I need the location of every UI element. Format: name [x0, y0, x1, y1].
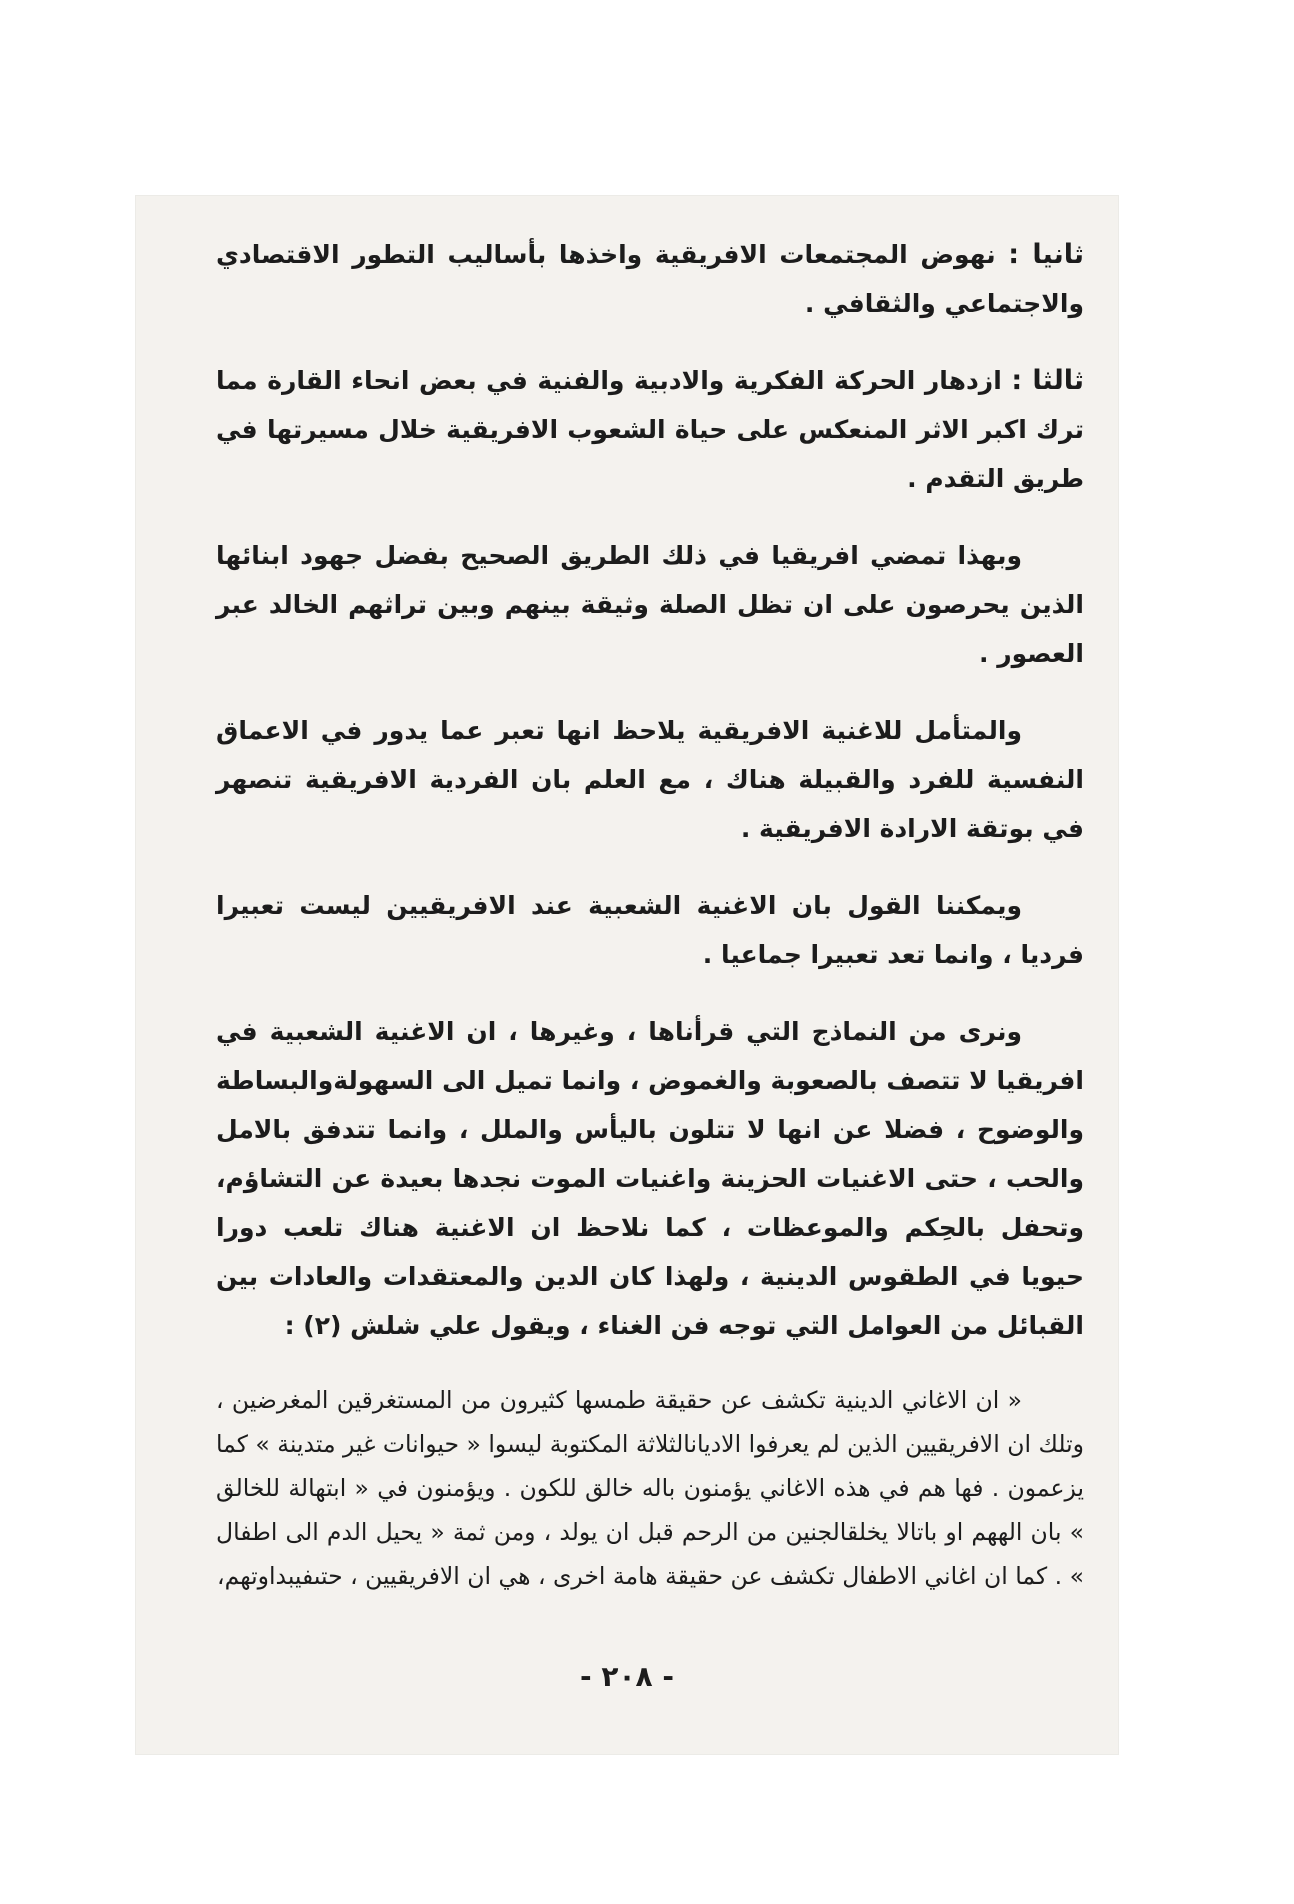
page-body: [216, 230, 1084, 1626]
paragraph-lead: ثالثا :: [1011, 365, 1084, 396]
block-quote: « ان الاغاني الدينية تكشف عن حقيقة طمسها كثيرون من المستغرقين المغرضين ، وتلك ان الافريقيين الذين لم يعرفوا الاديانالثلاثة المكتوبة ليسوا « حيوانات غير متدينة » كما يزعمون . فها هم في هذه الاغاني يؤمنون باله خالق للكون . ويؤمنون في « ابتهالة للخالق » بان الههم او باتالا يخلقالجنين من الرحم قبل ان يولد ، ومن ثمة « يحيل الدم الى اطفال » . كما ان اغاني الاطفال تكشف عن حقيقة هامة اخرى ، هي ان الافريقيين ، حتىفيبداوتهم،: [216, 1386, 1084, 1590]
paragraph-second-point: [216, 230, 1084, 328]
paragraph-text: ازدهار الحركة الفكرية والادبية والفنية في بعض انحاء القارة مما ترك اكبر الاثر المنعكس على حياة الشعوب الافريقية خلال مسيرتها في طريق التقدم .: [216, 366, 1084, 493]
paragraph-text: نهوض المجتمعات الافريقية واخذها بأساليب التطور الاقتصادي والاجتماعي والثقافي .: [216, 240, 1084, 318]
paragraph: ونرى من النماذج التي قرأناها ، وغيرها ، ان الاغنية الشعبية في افريقيا لا تتصف بالصعوبة والغموض ، وانما تميل الى السهولةوالبساطة والوضوح ، فضلا عن انها لا تتلون باليأس والملل ، وانما تتدفق بالامل والحب ، حتى الاغنيات الحزينة واغنيات الموت نجدها بعيدة عن التشاؤم، وتحفل بالحِكم والموعظات ، كما نلاحظ ان الاغنية هناك تلعب دورا حيويا في الطقوس الدينية ، ولهذا كان الدين والمعتقدات والعادات بين القبائل من العوامل التي توجه فن الغناء ، ويقول علي شلش (٢) :: [216, 1017, 1084, 1340]
paragraph: ويمكننا القول بان الاغنية الشعبية عند الافريقيين ليست تعبيرا فرديا ، وانما تعد تعبيرا جماعيا .: [216, 891, 1084, 969]
paragraph: والمتأمل للاغنية الافريقية يلاحظ انها تعبر عما يدور في الاعماق النفسية للفرد والقبيلة هناك ، مع العلم بان الفردية الافريقية تنصهر في بوتقة الارادة الافريقية .: [216, 716, 1084, 843]
paragraph: وبهذا تمضي افريقيا في ذلك الطريق الصحيح بفضل جهود ابنائها الذين يحرصون على ان تظل الصلة وثيقة بينهم وبين تراثهم الخالد عبر العصور .: [216, 541, 1084, 668]
paragraph-lead: ثانيا :: [1008, 239, 1084, 270]
book-page: [136, 196, 1118, 1754]
paragraph-third-point: [216, 356, 1084, 503]
page-number: - ٢٠٨ -: [579, 1660, 675, 1693]
